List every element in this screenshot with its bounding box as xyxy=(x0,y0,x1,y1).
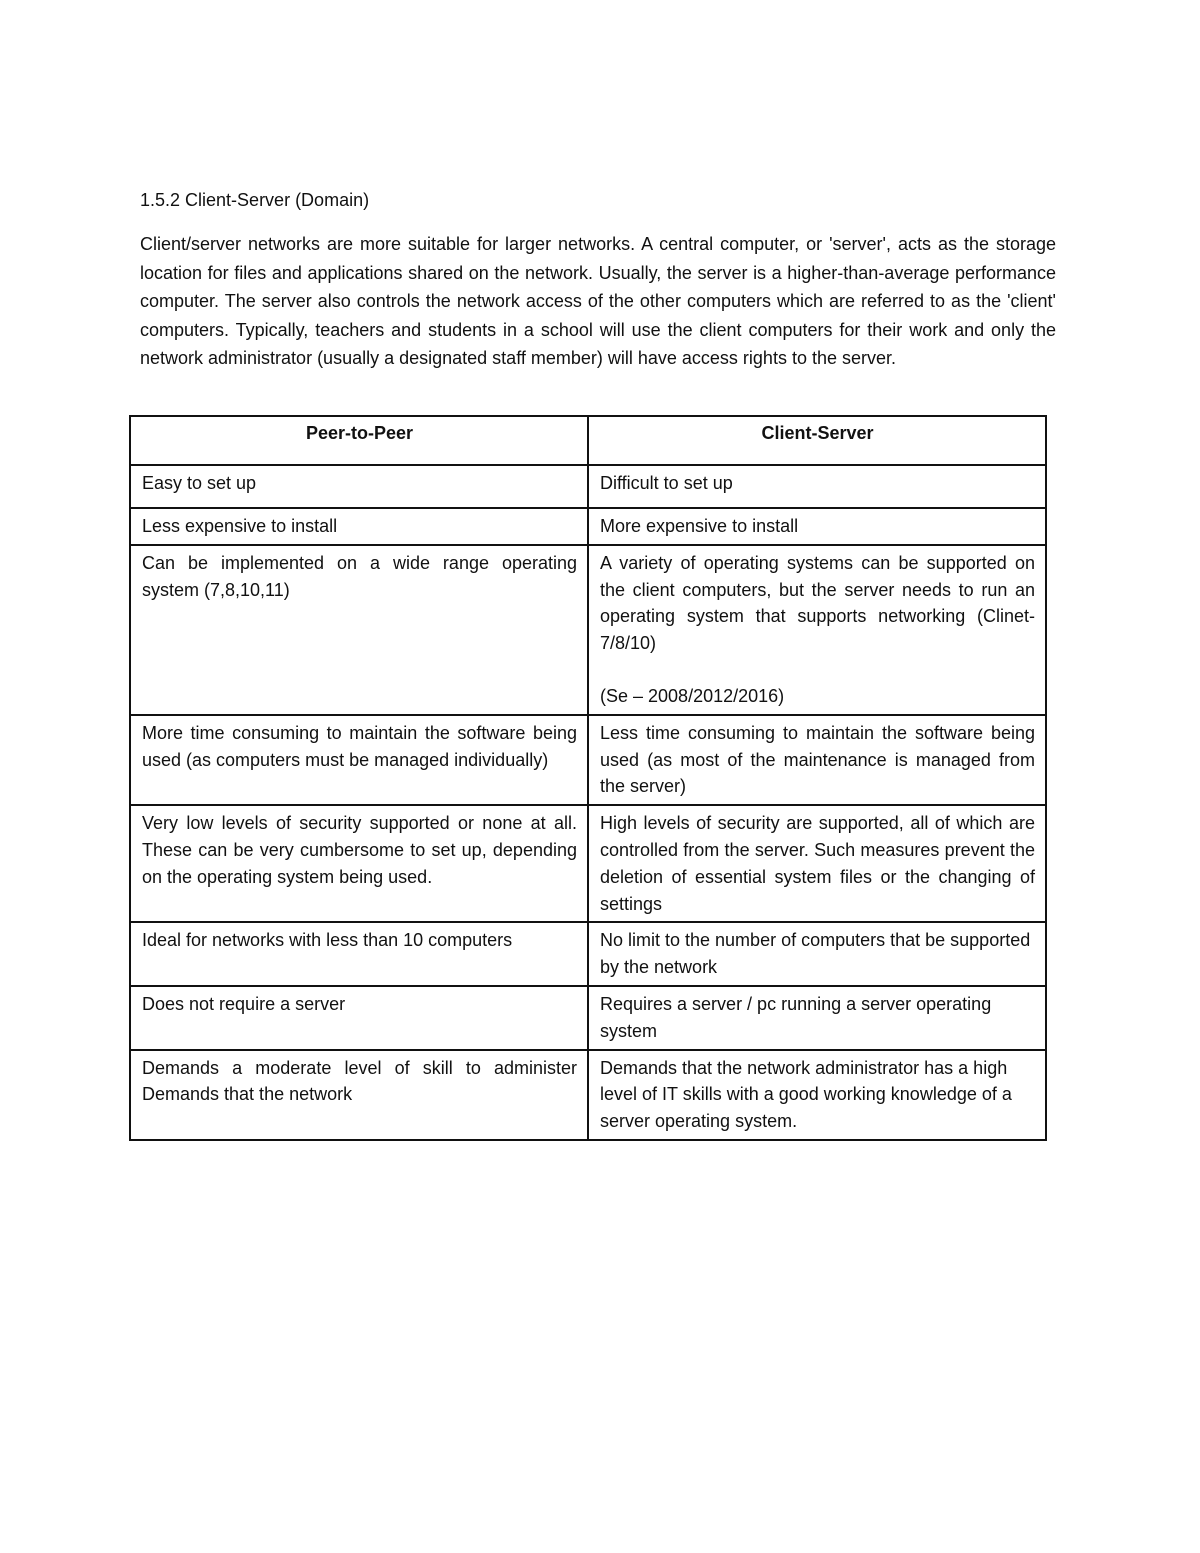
cell-peer: Less expensive to install xyxy=(130,508,588,545)
header-client-server: Client-Server xyxy=(588,416,1046,465)
cell-client: Demands that the network administrator has a high level of IT skills with a good working knowledge of a server operating system. xyxy=(588,1050,1046,1140)
cell-client: Less time consuming to maintain the software being used (as most of the maintenance is managed from the server) xyxy=(588,715,1046,805)
paragraph-gap xyxy=(600,657,1035,683)
cell-client: Difficult to set up xyxy=(588,465,1046,508)
header-peer-to-peer: Peer-to-Peer xyxy=(130,416,588,465)
cell-peer: Demands a moderate level of skill to administer Demands that the network xyxy=(130,1050,588,1140)
cell-peer: Very low levels of security supported or none at all. These can be very cumbersome to set up, depending on the operating system being used. xyxy=(130,805,588,922)
table-row xyxy=(130,508,1046,545)
cell-client-server-os: (Se – 2008/2012/2016) xyxy=(600,685,785,706)
table-row xyxy=(130,986,1046,1050)
cell-client xyxy=(588,545,1046,715)
cell-peer: More time consuming to maintain the software being used (as computers must be managed individually) xyxy=(130,715,588,805)
table-row xyxy=(130,715,1046,805)
intro-paragraph: Client/server networks are more suitable for larger networks. A central computer, or 'server', acts as the storage location for files and applications shared on the network. Usually, the server is a higher-than-average performance computer. The server also controls the network access of the other computers which are referred to as the 'client' computers. Typically, teachers and students in a school will use the client computers for their work and only the network administrator (usually a designated staff member) will have access rights to the server. xyxy=(140,234,1056,369)
cell-peer: Can be implemented on a wide range operating system (7,8,10,11) xyxy=(130,545,588,715)
table-row xyxy=(130,1050,1046,1140)
cell-client: Requires a server / pc running a server operating system xyxy=(588,986,1046,1050)
cell-peer: Does not require a server xyxy=(130,986,588,1050)
cell-client-text: A variety of operating systems can be supported on the client computers, but the server needs to run an operating system that supports networking (Clinet-7/8/10) xyxy=(600,552,1035,654)
table-row xyxy=(130,805,1046,922)
section-heading: 1.5.2 Client-Server (Domain) xyxy=(140,190,370,210)
table-header-row xyxy=(130,416,1046,465)
table-row xyxy=(130,922,1046,986)
comparison-table xyxy=(129,415,1047,1141)
cell-peer: Ideal for networks with less than 10 computers xyxy=(130,922,588,986)
cell-peer: Easy to set up xyxy=(130,465,588,508)
cell-client: No limit to the number of computers that be supported by the network xyxy=(588,922,1046,986)
cell-client: High levels of security are supported, all of which are controlled from the server. Such measures prevent the deletion of essential system files or the changing of settings xyxy=(588,805,1046,922)
cell-client: More expensive to install xyxy=(588,508,1046,545)
table-row xyxy=(130,545,1046,715)
table-row xyxy=(130,465,1046,508)
